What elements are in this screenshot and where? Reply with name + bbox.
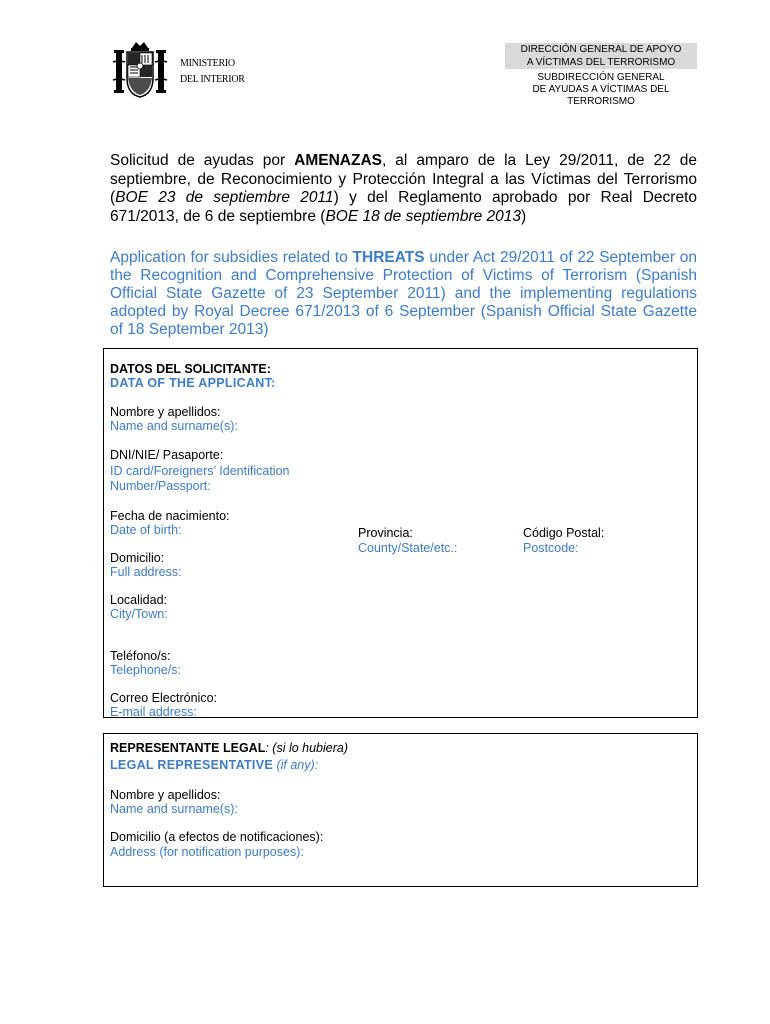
title-es-text: , al amparo de la Ley 29/2011, de 22 de septiembre, de Reconocimiento y Protección Integral a las Víctimas del Terrorismo ( [110,152,697,206]
coat-of-arms-logo [112,40,168,100]
directorate-general-box [505,43,697,69]
ministry-name [180,56,245,88]
legal-address-label-en: Address (for notification purposes): [110,845,304,859]
title-es-text: ) y del Reglamento aprobado por Real Decreto 671/2013, de 6 de septiembre ( [110,189,697,225]
id-label-en-line1: ID card/Foreigners’ Identification [110,464,290,478]
legal-heading-es-suffix: : (si lo hubiera) [265,741,349,755]
province-label-es: Provincia: [358,526,413,540]
legal-heading-es [110,741,348,755]
applicant-heading-es: DATOS DEL SOLICITANTE: [110,362,271,376]
dob-label-es: Fecha de nacimiento: [110,509,230,523]
subdirectorate-line1: SUBDIRECCIÓN GENERAL [537,72,665,83]
legal-heading-es-bold: REPRESENTANTE LEGAL [110,741,266,755]
title-es-reference: BOE 18 de septiembre 2013 [325,207,522,225]
subdirectorate-line2: DE AYUDAS A VÍCTIMAS DEL [532,84,670,95]
city-label-en: City/Town: [110,607,168,621]
name-label-es: Nombre y apellidos: [110,405,221,419]
postcode-label-en: Postcode: [523,541,579,555]
address-label-es: Domicilio: [110,551,165,565]
name-label-en: Name and surname(s): [110,419,238,433]
province-label-en: County/State/etc.: [358,541,458,555]
title-es-text: ) [521,207,527,225]
title-spanish [110,152,697,226]
directorate-line2: A VÍCTIMAS DEL TERRORISMO [526,57,676,68]
ministry-line2: DEL INTERIOR [180,74,245,85]
title-en-text: Application for subsidies related to [110,249,353,266]
legal-heading-en [110,758,318,772]
ministry-line1: MINISTERIO [180,58,235,69]
title-es-text: Solicitud de ayudas por [110,152,295,169]
legal-heading-en-bold: LEGAL REPRESENTATIVE [110,758,273,772]
legal-heading-en-suffix: (if any): [272,758,319,772]
title-english [110,249,697,339]
applicant-heading-en: DATA OF THE APPLICANT: [110,376,276,390]
email-label-en: E-mail address: [110,705,197,719]
directorate-line1: DIRECCIÓN GENERAL DE APOYO [520,44,682,55]
id-label-en-line2: Number/Passport: [110,479,211,493]
phone-label-es: Teléfono/s: [110,649,171,663]
title-en-text: under Act 29/2011 of 22 September on the Recognition and Comprehensive Protection of Victims of Terrorism (Spanish Official State Gazette of 23 September 2011) and the implementing regulations adopted by Royal Decree 671/2013 of 6 September (Spanish Official State Gazette of 18 September 2013) [110,249,698,338]
dob-label-en: Date of birth: [110,523,182,537]
city-label-es: Localidad: [110,593,167,607]
address-label-en: Full address: [110,565,182,579]
title-es-reference: BOE 23 de septiembre 2011 [115,189,334,206]
phone-label-en: Telephone/s: [110,663,181,677]
subdirectorate [505,72,697,108]
email-label-es: Correo Electrónico: [110,691,217,705]
title-es-keyword: AMENAZAS [294,152,382,169]
id-label-es: DNI/NIE/ Pasaporte: [110,448,224,462]
postcode-label-es: Código Postal: [523,526,605,540]
legal-address-label-es: Domicilio (a efectos de notificaciones): [110,830,324,844]
legal-name-label-en: Name and surname(s): [110,802,238,816]
subdirectorate-line3: TERRORISMO [567,96,635,107]
title-en-keyword: THREATS [352,249,425,266]
legal-name-label-es: Nombre y apellidos: [110,788,221,802]
